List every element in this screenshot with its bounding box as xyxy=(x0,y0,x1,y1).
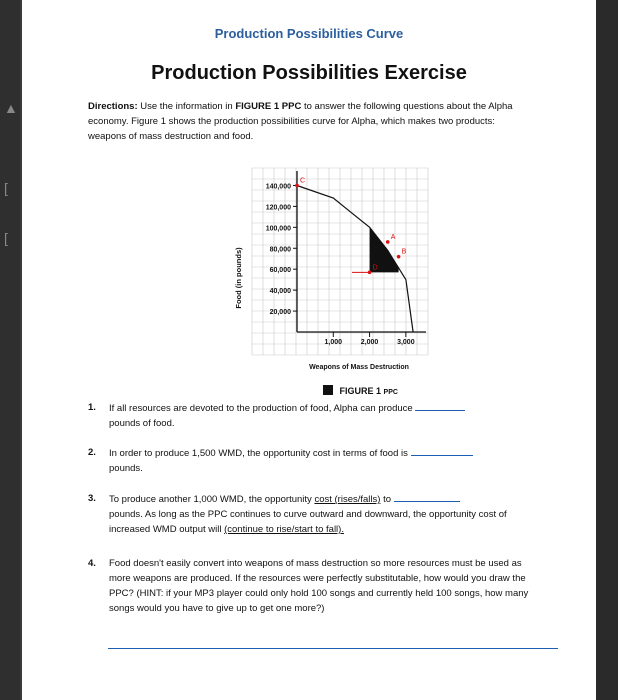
point-b xyxy=(397,255,401,259)
y-tick-label: 100,000 xyxy=(265,225,291,233)
edge-glyph: [ xyxy=(4,180,8,196)
y-axis-label: Food (in pounds) xyxy=(234,247,243,309)
question-text-to: to xyxy=(383,494,391,505)
question-number: 2. xyxy=(88,447,96,458)
point-label-d: D xyxy=(372,264,378,272)
question-text-2: pounds of food. xyxy=(109,418,175,429)
page-title: Production Possibilities Exercise xyxy=(151,62,467,84)
question-number: 3. xyxy=(88,493,96,504)
directions-text-post: to answer the following questions about the Alpha economy. Figure 1 shows the production possibilities curve for Alpha, which makes two products: weapons of mass destruction and food. xyxy=(88,101,513,142)
ppc-chart xyxy=(202,160,442,375)
document-page xyxy=(22,0,596,700)
y-tick-labels xyxy=(266,183,297,316)
edge-glyph: ▲ xyxy=(4,100,18,116)
point-label-a: A xyxy=(390,233,396,241)
question-1 xyxy=(88,400,538,431)
figure-caption xyxy=(323,385,398,396)
question-text: If all resources are devoted to the production of food, Alpha can produce xyxy=(109,403,413,414)
chart-axes xyxy=(297,171,426,332)
question-text: Food doesn't easily convert into weapons of mass destruction so more resources must be used as more weapons are produced. If the resources were perfectly substitutable, how would you draw the PPC? (HINT: if your MP3 player could only hold 100 songs and currently held 100 songs, how many songs would you have to give up to get one more?) xyxy=(109,558,529,614)
point-label-b: B xyxy=(401,248,407,256)
x-tick-labels xyxy=(325,332,415,346)
question-text-2: pounds. xyxy=(109,463,143,474)
answer-blank[interactable] xyxy=(411,445,473,456)
question-4 xyxy=(88,556,538,616)
background-right-strip xyxy=(596,0,618,700)
directions-label: Directions: xyxy=(88,101,138,112)
figure-reference: FIGURE 1 PPC xyxy=(235,101,302,112)
answer-line[interactable] xyxy=(108,648,558,649)
x-tick-label: 1,000 xyxy=(324,339,343,346)
point-c xyxy=(295,184,299,188)
question-text: To produce another 1,000 WMD, the opportunity xyxy=(109,494,312,505)
y-tick-label: 120,000 xyxy=(265,204,291,212)
y-tick-label: 20,000 xyxy=(269,309,291,317)
answer-blank[interactable] xyxy=(394,491,460,502)
question-3 xyxy=(88,491,538,537)
question-number: 1. xyxy=(88,402,96,413)
figure-caption-square xyxy=(323,385,333,395)
question-number: 4. xyxy=(88,558,96,569)
y-tick-label: 40,000 xyxy=(269,288,291,296)
underlined-choice-1: cost (rises/falls) xyxy=(314,494,381,505)
y-tick-label: 140,000 xyxy=(265,183,291,191)
point-a xyxy=(386,240,390,244)
document-header: Production Possibilities Curve xyxy=(214,26,404,41)
background-left-strip xyxy=(0,0,20,700)
ppc-curve xyxy=(297,186,413,333)
question-text: In order to produce 1,500 WMD, the opportunity cost in terms of food is xyxy=(109,448,408,459)
answer-blank[interactable] xyxy=(415,400,465,411)
edge-glyph: [ xyxy=(4,230,8,246)
x-axis-label: Weapons of Mass Destruction xyxy=(309,364,409,371)
underlined-choice-2: (continue to rise/start to fall). xyxy=(224,524,344,535)
y-tick-label: 80,000 xyxy=(269,246,291,254)
question-2 xyxy=(88,445,538,476)
figure-caption-suffix: PPC xyxy=(383,389,398,396)
directions-paragraph xyxy=(88,99,534,144)
question-text-2: pounds. As long as the PPC continues to curve outward and downward, the opportunity cost of increased WMD output will xyxy=(109,509,507,535)
figure-caption-text: FIGURE 1 xyxy=(339,386,382,396)
directions-text-pre: Use the information in xyxy=(140,101,233,112)
x-tick-label: 3,000 xyxy=(397,339,415,346)
y-tick-label: 60,000 xyxy=(269,267,291,275)
chart-grid xyxy=(252,168,428,355)
x-tick-label: 2,000 xyxy=(360,339,379,346)
point-label-c: C xyxy=(300,177,306,185)
point-d xyxy=(368,271,372,275)
